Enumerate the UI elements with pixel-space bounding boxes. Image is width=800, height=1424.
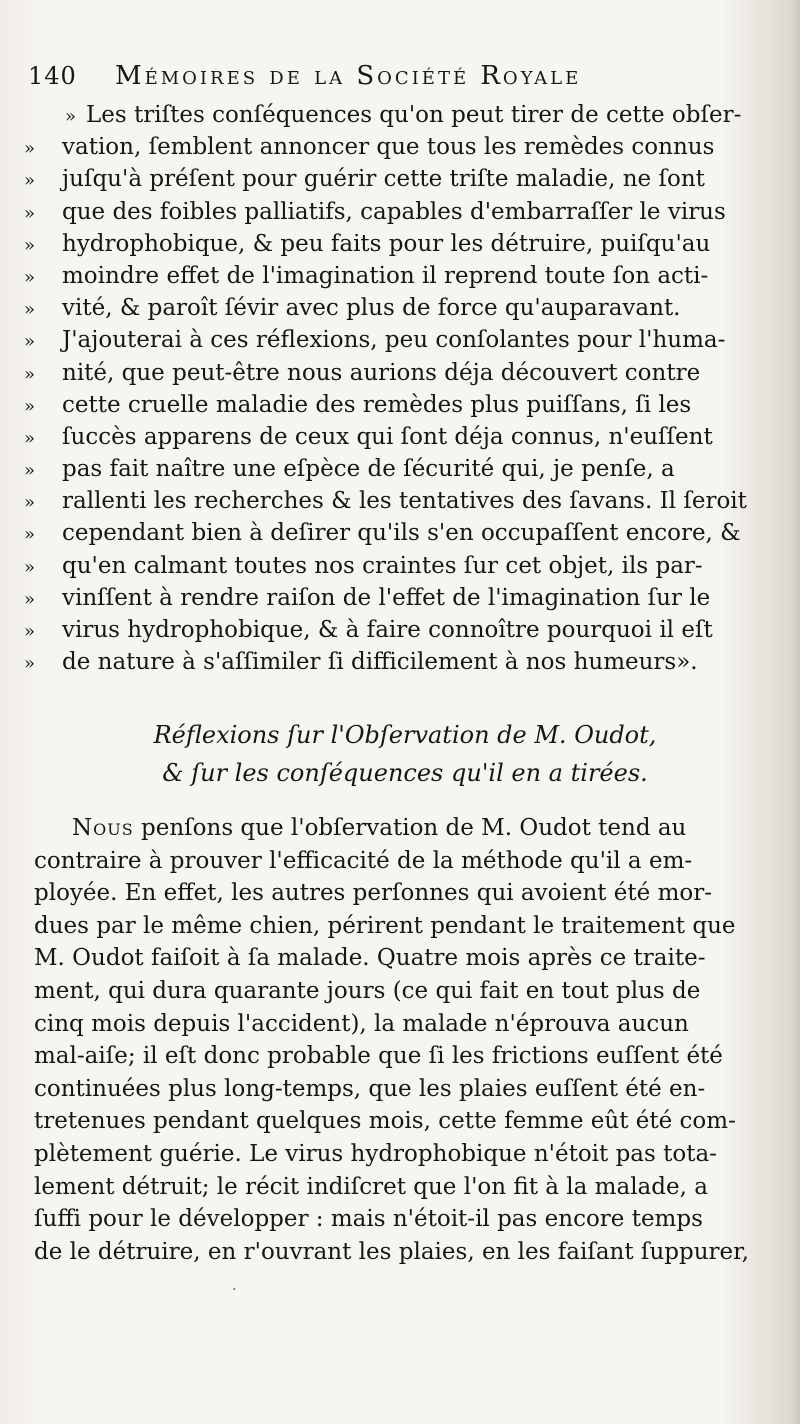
body-line: plètement guérie. Le virus hydrophobique n'étoit pas tota- [34, 1140, 717, 1167]
quote-line-text: J'ajouterai à ces réflexions, peu conſolantes pour l'huma- [62, 327, 726, 354]
quote-line-text: vation, ſemblent annoncer que tous les remèdes connus [62, 134, 715, 161]
quote-line [24, 228, 770, 260]
running-head [28, 56, 788, 96]
body-line: dues par le même chien, périrent pendant le traitement que [34, 912, 736, 939]
guillemet-mark: » [24, 653, 36, 675]
guillemet-mark: » [24, 427, 36, 449]
body-line: ment, qui dura quarante jours (ce qui fait en tout plus de [34, 977, 701, 1004]
guillemet-mark: » [24, 331, 36, 353]
quote-line [24, 292, 770, 324]
guillemet-mark: » [24, 556, 36, 578]
quote-line [24, 324, 770, 356]
section-heading-line: & ſur les conſéquences qu'il en a tirées. [162, 759, 648, 787]
quote-line-text: vité, & paroît ſévir avec plus de force qu'auparavant. [62, 295, 681, 322]
body-line: de le détruire, en r'ouvrant les plaies, en les faiſant ſuppurer, [34, 1238, 749, 1265]
quote-line-text: de nature à s'aſſimiler ſi difficilement à nos humeurs». [62, 649, 698, 676]
guillemet-mark: » [24, 524, 36, 546]
quote-line [24, 357, 770, 389]
guillemet-mark: » [24, 395, 36, 417]
guillemet-mark: » [24, 492, 36, 514]
guillemet-mark: » [24, 266, 36, 288]
quote-line [24, 196, 770, 228]
guillemet-mark: » [24, 460, 36, 482]
body-line: M. Oudot faiſoit à ſa malade. Quatre mois après ce traite- [34, 945, 706, 972]
body-line: ſuffi pour le développer : mais n'étoit-il pas encore temps [34, 1206, 703, 1233]
body-line-text: penſons que l'obſervation de M. Oudot tend au [133, 815, 687, 841]
quote-line [24, 582, 770, 614]
guillemet-mark: » [24, 234, 36, 256]
guillemet-mark: » [24, 138, 36, 160]
page-number: 140 [28, 62, 77, 90]
quote-line [24, 517, 770, 549]
section-heading-line: Réflexions ſur l'Obſervation de M. Oudot, [153, 721, 657, 749]
quote-line-text: ſuccès apparens de ceux qui ſont déja connus, n'euſſent [62, 423, 713, 450]
quote-line-text: hydrophobique, & peu faits pour les détruire, puiſqu'au [62, 230, 711, 257]
body-line: contraire à prouver l'efficacité de la méthode qu'il a em- [34, 847, 693, 874]
body-line [34, 812, 772, 845]
section-heading [40, 716, 770, 792]
quoted-passage [24, 99, 770, 678]
quote-line [24, 163, 770, 195]
quote-line-text: cependant bien à deſirer qu'ils s'en occupaſſent encore, & [62, 520, 741, 547]
body-line: mal-aiſe; il eſt donc probable que ſi les frictions euſſent été [34, 1043, 723, 1070]
quote-line-text: nité, que peut-être nous aurions déja découvert contre [62, 359, 701, 386]
guillemet-mark: » [24, 170, 36, 192]
quote-line-text: moindre effet de l'imagination il reprend toute ſon acti- [62, 262, 709, 289]
guillemet-mark: » [24, 202, 36, 224]
quote-line-text: rallenti les recherches & les tentatives des ſavans. Il ſeroit [62, 488, 747, 515]
quote-line-text: qu'en calmant toutes nos craintes ſur cet objet, ils par- [62, 552, 703, 579]
quote-line [24, 99, 770, 131]
body-line: ployée. En effet, les autres perſonnes qui avoient été mor- [34, 880, 713, 907]
quote-line [24, 646, 770, 678]
ink-speck: · [232, 1282, 237, 1298]
guillemet-mark: » [24, 621, 36, 642]
quote-line-text: vinſſent à rendre raiſon de l'effet de l'imagination ſur le [62, 584, 711, 611]
running-title: Mémoires de la Société Royale [114, 61, 582, 91]
quote-line [24, 550, 770, 582]
body-paragraph [34, 812, 772, 1268]
quote-line [24, 389, 770, 421]
body-line: cinq mois depuis l'accident), la malade n'éprouva aucun [34, 1010, 689, 1037]
quote-line [24, 453, 770, 485]
quote-line-text: juſqu'à préſent pour guérir cette triſte maladie, ne ſont [62, 166, 705, 193]
body-line: continuées plus long-temps, que les plaies euſſent été en- [34, 1075, 706, 1102]
quote-line [24, 485, 770, 517]
quote-line [24, 260, 770, 292]
opening-word: Nous [72, 815, 134, 841]
quote-line-text: cette cruelle maladie des remèdes plus puiſſans, ſi les [62, 391, 692, 418]
guillemet-mark: » [64, 106, 76, 127]
quote-line-text: virus hydrophobique, & à faire connoître pourquoi il eſt [62, 617, 713, 643]
body-line: tretenues pendant quelques mois, cette femme eût été com- [34, 1108, 736, 1135]
quote-line [24, 131, 770, 163]
guillemet-mark: » [24, 299, 36, 321]
guillemet-mark: » [24, 363, 36, 385]
body-line: lement détruit; le récit indiſcret que l'on fit à la malade, a [34, 1173, 708, 1200]
quote-line-text: Les triſtes conſéquences qu'on peut tirer de cette obſer- [86, 102, 742, 128]
quote-line-text: pas fait naître une eſpèce de ſécurité qui, je penſe, a [62, 456, 675, 483]
quote-line [24, 614, 770, 646]
quote-line [24, 421, 770, 453]
quote-line-text: que des foibles palliatifs, capables d'embarraſſer le virus [62, 198, 726, 225]
guillemet-mark: » [24, 588, 36, 610]
